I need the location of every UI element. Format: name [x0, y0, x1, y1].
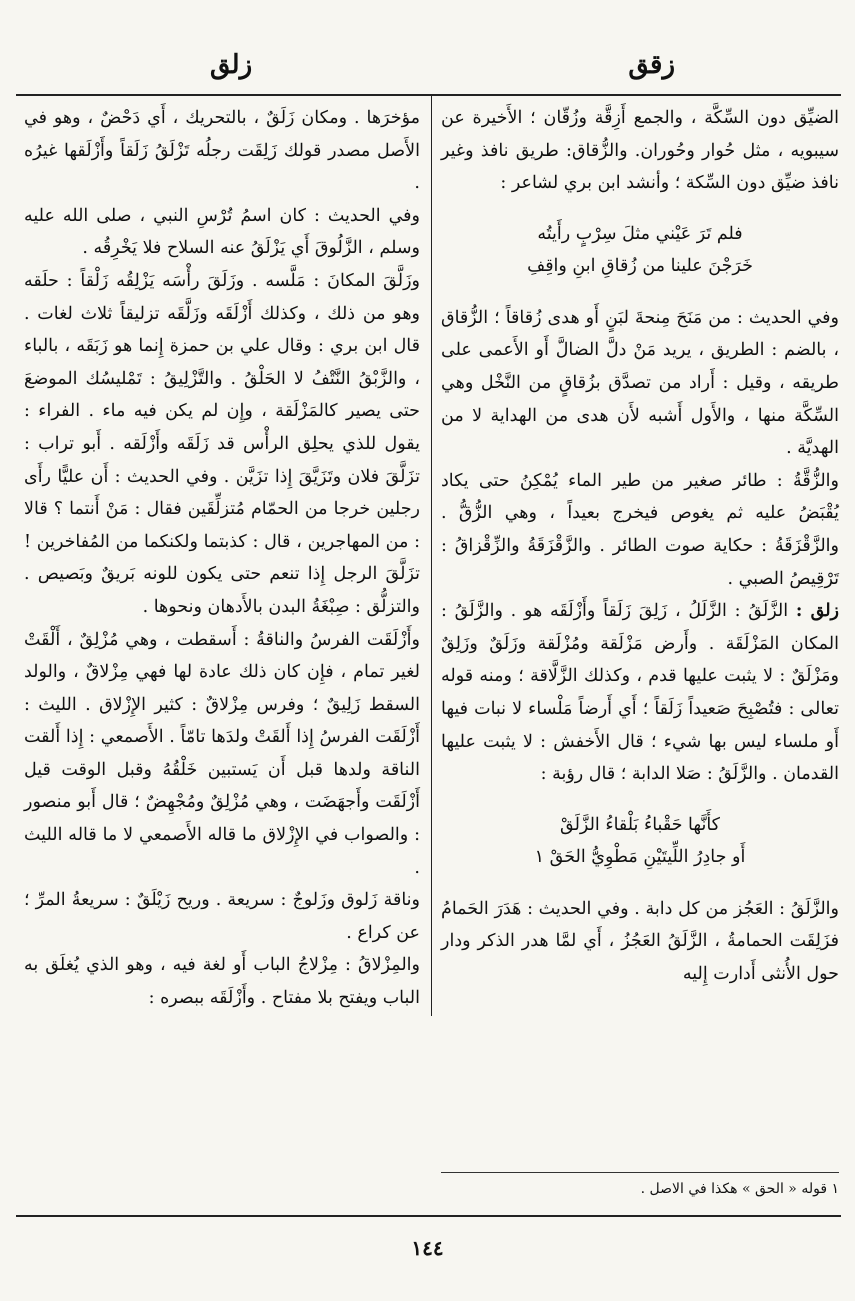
paragraph: والزُّقَّةُ : طائر صغير من طير الماء يُمْكِنُ حتى يكاد يُقْبَضُ عليه ثم يغوص فيخرج بعيداً ، وهي الزُّقُّ . والزَّقْزَقَةُ : حكاية صوت الطائر . والزَّقْزَقَةُ والزِّقْزاقُ : تَرْقِيصُ الصبي .	[441, 470, 839, 589]
column-separator	[431, 96, 432, 1016]
left-column	[24, 102, 420, 1015]
bottom-rule	[16, 1215, 841, 1217]
paragraph: وفي الحديث : من مَنَحَ مِنحةَ لبَنٍ أَو هدى زُقاقاً ؛ الزُّقاق ، بالضم : الطريق ، يريد مَنْ دلَّ الضالَّ أَو الأَعمى على طريقه ، وقيل : أَراد من تصدَّق بزُقاقٍ من النَّخْل وهي السِّكَّة منها ، والأَول أَشبه لأَن هدى من الهداية لا من الهديَّة .	[441, 307, 839, 459]
verse-hemistich: أَو جادِرُ اللِّيتَيْنِ مَطْوِيُّ الحَقْ ١	[534, 846, 746, 867]
paragraph: الضيِّق دون السِّكَّة ، والجمع أَزِقَّة وزُقّان ؛ الأَخيرة عن سيبويه ، مثل حُوار وحُوران. والزُّقاق: طريق نافذ وغير نافذ ضيِّق دون السِّكة ؛ وأنشد ابن بري لشاعر :	[441, 108, 839, 194]
left-header-word: زلق	[210, 50, 253, 80]
entry-headword: زلق :	[795, 601, 839, 622]
top-rule	[16, 94, 841, 96]
footnote: ١ قوله « الحق » هكذا في الاصل .	[640, 1181, 839, 1197]
paragraph: والمِزْلاقُ : مِزْلاجُ الباب أَو لغة فيه ، وهو الذي يُغلَق به الباب ويفتح بلا مفتاح . وأَزْلَقَه ببصره :	[24, 955, 420, 1009]
entry-text: الزَّلَقُ : الزَّلَلُ ، زَلِقَ زَلَقاً وأَزْلَقَه هو . والزَّلَقُ : المكان المَزْلَقَة . وأَرض مَزْلَقة ومُزْلَقة وزَلَقٌ وزَلِقٌ ومَزْلَقٌ : لا يثبت عليها قدم ، وكذلك الزَّلَّاقة ؛ ومنه قوله تعالى : فتُصْبِحَ صَعيداً زَلَقاً ؛ أَي أَرضاً مَلْساء لا نبات فيها أَو ملساء ليس بها شيء ؛ قال الأَخفش : لا يثبت عليها القدمان . والزَّلَقُ : صَلا الدابة ؛ قال رؤبة :	[441, 601, 839, 785]
verse-hemistich: فلم تَرَ عَيْني مثلَ سِرْبٍ رأَيتُه	[537, 223, 743, 244]
paragraph: والزَّلَقُ : العَجُز من كل دابة . وفي الحديث : هَدَرَ الحَمامُ فزَلِقَت الحمامةُ ، الزَّلَقُ العَجُزُ ، أَي لمَّا هدر الذكر ودار حول الأُنثى أَدارت إِليه	[441, 898, 839, 984]
right-column	[441, 102, 839, 990]
verse-hemistich: خَرَجْنَ علينا من زُقاقِ ابنِ واقِفِ	[527, 255, 753, 276]
footnote-rule	[441, 1172, 839, 1173]
verse-hemistich: كأَنَّها حَقْباءُ بَلْقاءُ الزَّلَقْ	[560, 814, 720, 835]
paragraph: وزَلَّقَ المكانَ : مَلَّسه . وزَلَقَ رأْسَه يَزْلِقُه زَلْقاً : حلَقه وهو من ذلك ، وكذلك أَزْلَقَه وزَلَّقَه تزليقاً ثلاث لغات . قال ابن بري : وقال علي بن حمزة إِنما هو زَبَقَه ، بالباء ، والزَّبْقُ النَّتْفُ لا الحَلْقُ . والتَّزْلِيقُ : تَمْليسُك الموضعَ حتى يصير كالمَزْلَقة ، وإِن لم يكن فيه ماء . الفراء : يقول للذي يحلِق الرأْس قد زَلَقَه وأَزْلَقه . أَبو تراب : تزَلَّقَ فلان وتَزَيَّقَ إِذا تزَيَّن . وفي الحديث : أَن عليًّا رأَى رجلين خرجا من الحمّام مُتزلِّقَين فقال : مَنْ أَنتما ؟ قالا : من المهاجرين ، قال : كذبتما ولكنكما من المُفاخرين ! تزَلَّقَ الرجل إِذا تنعم حتى يكون للونه بَريقٌ وبَصيص . والتزلُّق : صِبْغَةُ البدن بالأَدهان ونحوها .	[24, 270, 420, 617]
paragraph: وفي الحديث : كان اسمُ تُرْسِ النبي ، صلى الله عليه وسلم ، الزَّلُوقَ أَي يَزْلَقُ عنه السلاح فلا يَخْرِقُه .	[24, 205, 420, 259]
verse-line	[441, 218, 839, 282]
paragraph: مؤخرَها . ومكان زَلَقٌ ، بالتحريك ، أَي دَحْضٌ ، وهو في الأَصل مصدر قولك زَلِقَت رجلُه تَزْلَقُ زَلَقاً وأَزْلَقها غيرُه .	[24, 108, 420, 194]
page-number: ١٤٤	[411, 1236, 444, 1260]
right-header-word: زقق	[628, 50, 675, 80]
entry-paragraph	[441, 595, 839, 791]
paragraph: وناقة زَلوق وزَلوجٌ : سريعة . وريح زَيْلَقٌ : سريعةُ المرِّ ؛ عن كراع .	[24, 890, 420, 943]
spacer	[441, 879, 839, 893]
verse-line	[441, 809, 839, 873]
spacer	[441, 288, 839, 302]
page-header	[0, 44, 855, 84]
paragraph: وأَزْلَقَت الفرسُ والناقةُ : أَسقطت ، وهي مُزْلِقٌ ، أَلْقَتْ لغير تمام ، فإِن كان ذلك عادة لها فهي مِزْلاقٌ ، والولد السقط زَلِيقٌ ؛ وفرس مِزْلاقٌ : كثير الإِزْلاق . الليث : أَزْلَقَت الفرسُ إِذا أَلقَتْ ولدَها تامّاً . الأَصمعي : إِذا أَلقت الناقة ولدها قبل أَن يَستبين خَلْقُهُ وقبل الوقت قيل أَزْلَقَت وأَجهَضَت ، وهي مُزْلِقٌ ومُجْهِضٌ ؛ قال أَبو منصور : والصواب في الإِزْلاق ما قاله الأَصمعي لا ما قاله الليث .	[24, 629, 420, 878]
